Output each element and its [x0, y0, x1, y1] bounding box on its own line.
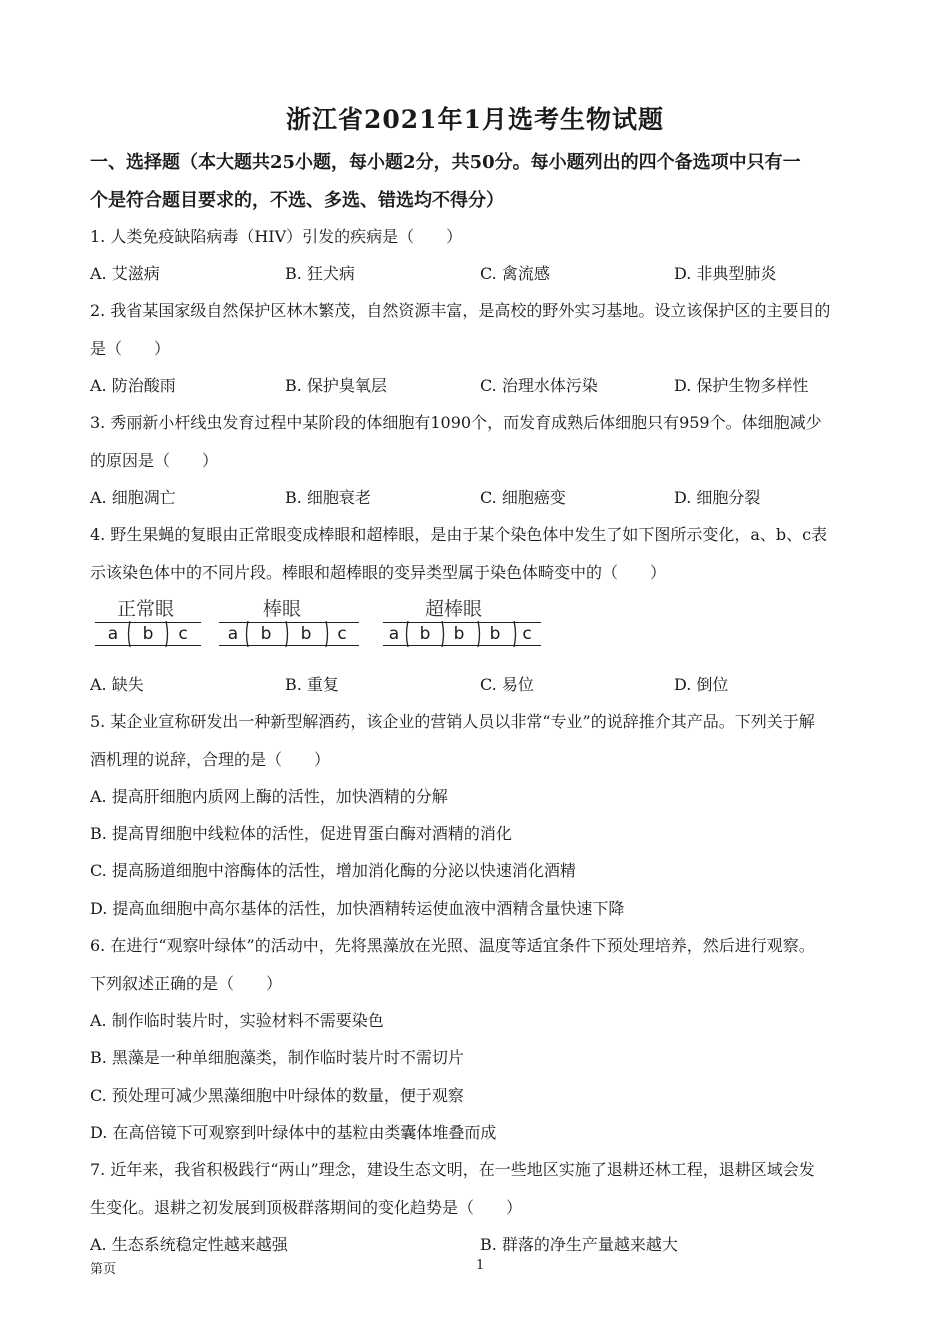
question-6-stem-line1: 6. 在进行“观察叶绿体”的活动中，先将黑藻放在光照、温度等适宜条件下预处理培养，然后进行观察。: [90, 936, 815, 955]
segment-boundary: [511, 621, 512, 647]
question-5-stem-line1: 5. 某企业宣称研发出一种新型解酒药，该企业的营销人员以非常“专业”的说辞推介其产品。下列关于解: [90, 712, 815, 731]
question-5-option-b: B. 提高胃细胞中线粒体的活性，促进胃蛋白酶对酒精的消化: [90, 824, 512, 843]
segment-boundary: [163, 621, 164, 647]
segment-a: a: [388, 624, 400, 644]
question-5-option-a: A. 提高肝细胞内质网上酶的活性，加快酒精的分解: [90, 787, 448, 806]
question-6-option-a: A. 制作临时装片时，实验材料不需要染色: [90, 1011, 384, 1030]
segment-b: b: [300, 624, 312, 644]
option-a: A. 细胞凋亡: [90, 488, 176, 507]
question-7-stem-line2: 生变化。退耕之初发展到顶极群落期间的变化趋势是（ ）: [90, 1198, 523, 1217]
superbar-chromosome: [383, 622, 541, 646]
segment-boundary: [283, 621, 284, 647]
question-3-stem-line1: 3. 秀丽新小杆线虫发育过程中某阶段的体细胞有1090个，而发育成熟后体细胞只有959个。体细胞减少: [90, 413, 822, 432]
option-a: A. 缺失: [90, 675, 144, 694]
segment-boundary: [405, 621, 406, 647]
option-c: C. 治理水体污染: [480, 376, 598, 395]
segment-b: b: [489, 624, 501, 644]
section-heading-line2: 个是符合题目要求的，不选、多选、错选均不得分）: [90, 190, 504, 211]
segment-boundary: [439, 621, 440, 647]
segment-b: b: [142, 624, 154, 644]
segment-b: b: [419, 624, 431, 644]
superbar-eye-label: 超棒眼: [425, 598, 483, 620]
segment-c: c: [178, 624, 188, 644]
option-b: B. 群落的净生产量越来越大: [480, 1235, 678, 1254]
bar-eye-label: 棒眼: [263, 598, 302, 620]
option-a: A. 艾滋病: [90, 264, 160, 283]
option-b: B. 狂犬病: [285, 264, 355, 283]
option-a: A. 生态系统稳定性越来越强: [90, 1235, 288, 1254]
option-b: B. 保护臭氧层: [285, 376, 387, 395]
question-6-stem-line2: 下列叙述正确的是（ ）: [90, 974, 283, 993]
question-2-stem-line2: 是（ ）: [90, 339, 171, 358]
option-d: D. 细胞分裂: [674, 488, 761, 507]
option-c: C. 禽流感: [480, 264, 550, 283]
page-title: 浙江省2021年1月选考生物试题: [286, 105, 664, 134]
question-4-stem-line1: 4. 野生果蝇的复眼由正常眼变成棒眼和超棒眼，是由于某个染色体中发生了如下图所示变化，a、b、c表: [90, 525, 828, 544]
section-heading-line1: 一、选择题（本大题共25小题，每小题2分，共50分。每小题列出的四个备选项中只有一: [90, 152, 801, 173]
normal-chromosome: [95, 622, 201, 646]
bar-chromosome: [219, 622, 359, 646]
segment-b: b: [453, 624, 465, 644]
question-5-option-c: C. 提高肠道细胞中溶酶体的活性，增加消化酶的分泌以快速消化酒精: [90, 861, 576, 880]
segment-b: b: [260, 624, 272, 644]
question-6-option-b: B. 黑藻是一种单细胞藻类，制作临时装片时不需切片: [90, 1048, 464, 1067]
option-a: A. 防治酸雨: [90, 376, 176, 395]
question-6-option-d: D. 在高倍镜下可观察到叶绿体中的基粒由类囊体堆叠而成: [90, 1123, 497, 1142]
option-b: B. 细胞衰老: [285, 488, 371, 507]
question-7-stem-line1: 7. 近年来，我省积极践行“两山”理念，建设生态文明，在一些地区实施了退耕还林工程，退耕区域会发: [90, 1160, 815, 1179]
segment-boundary: [245, 621, 246, 647]
question-3-stem-line2: 的原因是（ ）: [90, 451, 219, 470]
footer-page-number: 1: [476, 1258, 485, 1273]
question-5-option-d: D. 提高血细胞中高尔基体的活性，加快酒精转运使血液中酒精含量快速下降: [90, 899, 625, 918]
question-1-stem: 1. 人类免疫缺陷病毒（HIV）引发的疾病是（ ）: [90, 227, 463, 246]
option-d: D. 倒位: [674, 675, 729, 694]
chromosome-figure: [95, 594, 555, 656]
segment-c: c: [522, 624, 532, 644]
segment-a: a: [107, 624, 119, 644]
option-c: C. 易位: [480, 675, 534, 694]
option-b: B. 重复: [285, 675, 339, 694]
option-d: D. 非典型肺炎: [674, 264, 777, 283]
segment-boundary: [475, 621, 476, 647]
question-4-stem-line2: 示该染色体中的不同片段。棒眼和超棒眼的变异类型属于染色体畸变中的（ ）: [90, 563, 667, 582]
segment-a: a: [227, 624, 239, 644]
segment-c: c: [337, 624, 347, 644]
question-5-stem-line2: 酒机理的说辞，合理的是（ ）: [90, 750, 331, 769]
option-c: C. 细胞癌变: [480, 488, 566, 507]
footer-page-label: 第页: [90, 1262, 117, 1277]
segment-boundary: [127, 621, 128, 647]
question-2-stem-line1: 2. 我省某国家级自然保护区林木繁茂，自然资源丰富，是高校的野外实习基地。设立该保护区的主要目的: [90, 301, 831, 320]
normal-eye-label: 正常眼: [117, 598, 175, 620]
option-d: D. 保护生物多样性: [674, 376, 809, 395]
segment-boundary: [323, 621, 324, 647]
question-6-option-c: C. 预处理可减少黑藻细胞中叶绿体的数量，便于观察: [90, 1086, 464, 1105]
